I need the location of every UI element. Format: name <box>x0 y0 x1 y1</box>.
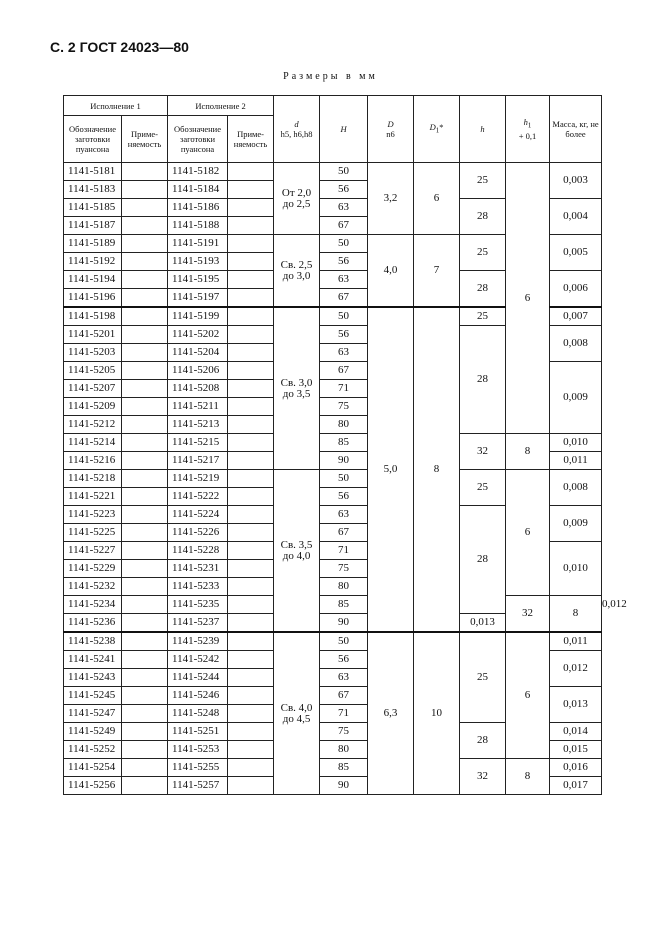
applicability-2-cell <box>228 253 274 271</box>
applicability-2-cell <box>228 380 274 398</box>
applicability-1-cell <box>122 289 168 308</box>
H-cell: 63 <box>320 271 368 289</box>
designation-header-2: Обозначение заготовки пуансона <box>168 116 228 163</box>
d-range-to: до 2,5 <box>282 197 311 210</box>
designation-1-cell: 1141-5212 <box>64 416 122 434</box>
applicability-1-cell <box>122 253 168 271</box>
h-cell: 28 <box>460 271 506 308</box>
d-range-from: Св. 3,0 <box>280 376 313 389</box>
applicability-header-2: Приме- няемость <box>228 116 274 163</box>
applicability-1-cell <box>122 307 168 326</box>
H-cell: 56 <box>320 181 368 199</box>
designation-2-cell: 1141-5195 <box>168 271 228 289</box>
h-cell: 25 <box>460 235 506 271</box>
D1-cell: 10 <box>414 632 460 795</box>
H-cell: 63 <box>320 669 368 687</box>
D-cell: 6,3 <box>368 632 414 795</box>
applicability-2-cell <box>228 669 274 687</box>
applicability-1-cell <box>122 235 168 253</box>
designation-1-cell: 1141-5201 <box>64 326 122 344</box>
designation-1-cell: 1141-5196 <box>64 289 122 308</box>
mass-cell: 0,008 <box>550 470 602 506</box>
applicability-1-cell <box>122 596 168 614</box>
designation-2-cell: 1141-5204 <box>168 344 228 362</box>
designation-2-cell: 1141-5226 <box>168 524 228 542</box>
designation-2-cell: 1141-5222 <box>168 488 228 506</box>
designation-1-cell: 1141-5214 <box>64 434 122 452</box>
mass-cell: 0,013 <box>460 614 506 633</box>
d-range-to: до 4,0 <box>282 549 311 562</box>
designation-2-cell: 1141-5191 <box>168 235 228 253</box>
applicability-1-cell <box>122 181 168 199</box>
applicability-1-cell <box>122 163 168 181</box>
d-range-cell <box>274 235 320 308</box>
applicability-2-cell <box>228 307 274 326</box>
applicability-2-cell <box>228 434 274 452</box>
H-cell: 71 <box>320 705 368 723</box>
designation-1-cell: 1141-5216 <box>64 452 122 470</box>
execution-2-header: Исполнение 2 <box>168 96 274 116</box>
h-cell: 25 <box>460 632 506 723</box>
applicability-2-cell <box>228 542 274 560</box>
mass-cell: 0,004 <box>550 199 602 235</box>
applicability-2-cell <box>228 506 274 524</box>
H-cell: 85 <box>320 596 368 614</box>
mass-cell: 0,009 <box>550 362 602 434</box>
d-header: d h5, h6,h8 <box>274 96 320 163</box>
designation-1-cell: 1141-5227 <box>64 542 122 560</box>
designation-2-cell: 1141-5208 <box>168 380 228 398</box>
D-cell: 5,0 <box>368 307 414 632</box>
H-cell: 50 <box>320 163 368 181</box>
D-header: D n6 <box>368 96 414 163</box>
applicability-2-cell <box>228 199 274 217</box>
applicability-2-cell <box>228 362 274 380</box>
table-row <box>64 434 602 452</box>
designation-2-cell: 1141-5219 <box>168 470 228 488</box>
h-cell: 28 <box>460 326 506 434</box>
designation-2-cell: 1141-5202 <box>168 326 228 344</box>
applicability-1-cell <box>122 632 168 651</box>
H-cell: 50 <box>320 307 368 326</box>
H-cell: 71 <box>320 380 368 398</box>
mass-cell: 0,010 <box>550 434 602 452</box>
mass-cell: 0,006 <box>550 271 602 308</box>
H-cell: 90 <box>320 777 368 795</box>
applicability-1-cell <box>122 524 168 542</box>
applicability-2-cell <box>228 235 274 253</box>
H-cell: 63 <box>320 199 368 217</box>
designation-1-cell: 1141-5256 <box>64 777 122 795</box>
designation-2-cell: 1141-5255 <box>168 759 228 777</box>
applicability-1-cell <box>122 741 168 759</box>
H-cell: 56 <box>320 253 368 271</box>
designation-2-cell: 1141-5197 <box>168 289 228 308</box>
applicability-1-cell <box>122 723 168 741</box>
d-range-cell <box>274 307 320 470</box>
designation-2-cell: 1141-5188 <box>168 217 228 235</box>
mass-cell: 0,017 <box>550 777 602 795</box>
h-cell: 25 <box>460 307 506 326</box>
designation-1-cell: 1141-5198 <box>64 307 122 326</box>
applicability-1-cell <box>122 452 168 470</box>
designation-1-cell: 1141-5185 <box>64 199 122 217</box>
designation-1-cell: 1141-5229 <box>64 560 122 578</box>
applicability-2-cell <box>228 470 274 488</box>
designation-1-cell: 1141-5243 <box>64 669 122 687</box>
applicability-1-cell <box>122 362 168 380</box>
applicability-2-cell <box>228 344 274 362</box>
mass-cell: 0,010 <box>550 542 602 596</box>
applicability-header-1: Приме- няемость <box>122 116 168 163</box>
designation-1-cell: 1141-5194 <box>64 271 122 289</box>
d-range-from: Св. 3,5 <box>280 538 313 551</box>
designation-1-cell: 1141-5205 <box>64 362 122 380</box>
designation-2-cell: 1141-5228 <box>168 542 228 560</box>
designation-1-cell: 1141-5218 <box>64 470 122 488</box>
h-cell: 25 <box>460 470 506 506</box>
d-range-from: От 2,0 <box>281 186 312 199</box>
d-range-cell <box>274 163 320 235</box>
H-cell: 67 <box>320 362 368 380</box>
h-cell: 28 <box>460 506 506 614</box>
mass-cell: 0,014 <box>550 723 602 741</box>
h-cell: 28 <box>460 723 506 759</box>
H-cell: 75 <box>320 398 368 416</box>
table-row <box>64 470 602 488</box>
designation-2-cell: 1141-5217 <box>168 452 228 470</box>
H-cell: 85 <box>320 759 368 777</box>
applicability-1-cell <box>122 380 168 398</box>
D1-cell: 8 <box>414 307 460 632</box>
H-cell: 75 <box>320 560 368 578</box>
applicability-2-cell <box>228 271 274 289</box>
applicability-1-cell <box>122 398 168 416</box>
applicability-2-cell <box>228 578 274 596</box>
designation-1-cell: 1141-5203 <box>64 344 122 362</box>
H-cell: 50 <box>320 632 368 651</box>
designation-1-cell: 1141-5232 <box>64 578 122 596</box>
table-body <box>64 163 627 795</box>
designation-1-cell: 1141-5189 <box>64 235 122 253</box>
applicability-1-cell <box>122 488 168 506</box>
designation-2-cell: 1141-5235 <box>168 596 228 614</box>
designation-2-cell: 1141-5211 <box>168 398 228 416</box>
mass-cell: 0,007 <box>550 307 602 326</box>
designation-2-cell: 1141-5239 <box>168 632 228 651</box>
execution-1-header: Исполнение 1 <box>64 96 168 116</box>
applicability-2-cell <box>228 398 274 416</box>
D1-cell: 7 <box>414 235 460 308</box>
applicability-1-cell <box>122 560 168 578</box>
applicability-2-cell <box>228 723 274 741</box>
H-header: H <box>320 96 368 163</box>
h-header: h <box>460 96 506 163</box>
designation-1-cell: 1141-5223 <box>64 506 122 524</box>
d-range-to: до 4,5 <box>282 712 311 725</box>
mass-cell: 0,016 <box>550 759 602 777</box>
designation-1-cell: 1141-5181 <box>64 163 122 181</box>
H-cell: 67 <box>320 524 368 542</box>
designation-header-1: Обозначение заготовки пуансона <box>64 116 122 163</box>
designation-2-cell: 1141-5182 <box>168 163 228 181</box>
designation-2-cell: 1141-5213 <box>168 416 228 434</box>
H-cell: 80 <box>320 578 368 596</box>
D-cell: 3,2 <box>368 163 414 235</box>
designation-2-cell: 1141-5257 <box>168 777 228 795</box>
h1-cell: 6 <box>506 470 550 596</box>
mass-cell: 0,011 <box>550 632 602 651</box>
H-cell: 67 <box>320 687 368 705</box>
D1-cell: 6 <box>414 163 460 235</box>
applicability-2-cell <box>228 614 274 633</box>
d-range-cell <box>274 632 320 795</box>
designation-2-cell: 1141-5244 <box>168 669 228 687</box>
designation-2-cell: 1141-5199 <box>168 307 228 326</box>
applicability-1-cell <box>122 326 168 344</box>
h1-cell: 8 <box>550 596 602 633</box>
applicability-2-cell <box>228 560 274 578</box>
H-cell: 80 <box>320 741 368 759</box>
d-range-to: до 3,5 <box>282 387 311 400</box>
h-cell: 25 <box>460 163 506 199</box>
designation-1-cell: 1141-5252 <box>64 741 122 759</box>
applicability-1-cell <box>122 614 168 633</box>
applicability-2-cell <box>228 596 274 614</box>
h1-cell: 8 <box>506 434 550 470</box>
applicability-2-cell <box>228 759 274 777</box>
applicability-1-cell <box>122 759 168 777</box>
table-row <box>64 163 602 181</box>
applicability-2-cell <box>228 705 274 723</box>
applicability-2-cell <box>228 777 274 795</box>
applicability-1-cell <box>122 217 168 235</box>
D-cell: 4,0 <box>368 235 414 308</box>
mass-cell: 0,009 <box>550 506 602 542</box>
designation-2-cell: 1141-5237 <box>168 614 228 633</box>
H-cell: 71 <box>320 542 368 560</box>
H-cell: 90 <box>320 452 368 470</box>
designation-1-cell: 1141-5241 <box>64 651 122 669</box>
mass-cell: 0,013 <box>550 687 602 723</box>
applicability-2-cell <box>228 416 274 434</box>
H-cell: 50 <box>320 235 368 253</box>
h-cell: 28 <box>460 199 506 235</box>
applicability-1-cell <box>122 271 168 289</box>
designation-1-cell: 1141-5192 <box>64 253 122 271</box>
applicability-1-cell <box>122 344 168 362</box>
table-row <box>64 759 602 777</box>
H-cell: 67 <box>320 289 368 308</box>
mass-cell: 0,012 <box>550 651 602 687</box>
designation-2-cell: 1141-5242 <box>168 651 228 669</box>
H-cell: 56 <box>320 651 368 669</box>
designation-1-cell: 1141-5207 <box>64 380 122 398</box>
applicability-1-cell <box>122 542 168 560</box>
applicability-2-cell <box>228 452 274 470</box>
applicability-2-cell <box>228 217 274 235</box>
d-range-cell <box>274 470 320 633</box>
designation-2-cell: 1141-5253 <box>168 741 228 759</box>
mass-cell: 0,015 <box>550 741 602 759</box>
designation-1-cell: 1141-5225 <box>64 524 122 542</box>
h1-header: $h_1$ + 0,1 <box>506 96 550 163</box>
H-cell: 50 <box>320 470 368 488</box>
applicability-2-cell <box>228 632 274 651</box>
D1-header: $D_1*$ <box>414 96 460 163</box>
mass-cell: 0,003 <box>550 163 602 199</box>
h1-cell: 6 <box>506 163 550 434</box>
h-cell: 32 <box>506 596 550 633</box>
applicability-1-cell <box>122 687 168 705</box>
designation-2-cell: 1141-5224 <box>168 506 228 524</box>
designation-2-cell: 1141-5193 <box>168 253 228 271</box>
applicability-1-cell <box>122 470 168 488</box>
designation-1-cell: 1141-5183 <box>64 181 122 199</box>
applicability-2-cell <box>228 326 274 344</box>
applicability-1-cell <box>122 651 168 669</box>
H-cell: 56 <box>320 488 368 506</box>
mass-cell: 0,011 <box>550 452 602 470</box>
applicability-1-cell <box>122 777 168 795</box>
H-cell: 67 <box>320 217 368 235</box>
applicability-2-cell <box>228 524 274 542</box>
mass-header: Масса, кг, не более <box>550 96 602 163</box>
designation-2-cell: 1141-5233 <box>168 578 228 596</box>
H-cell: 63 <box>320 344 368 362</box>
d-range-to: до 3,0 <box>282 269 311 282</box>
designation-1-cell: 1141-5247 <box>64 705 122 723</box>
mass-cell: 0,005 <box>550 235 602 271</box>
h-cell: 32 <box>460 759 506 795</box>
designation-1-cell: 1141-5187 <box>64 217 122 235</box>
table-row <box>64 632 602 651</box>
dimensions-table <box>63 95 627 795</box>
applicability-1-cell <box>122 434 168 452</box>
designation-2-cell: 1141-5246 <box>168 687 228 705</box>
applicability-1-cell <box>122 199 168 217</box>
applicability-2-cell <box>228 488 274 506</box>
applicability-2-cell <box>228 163 274 181</box>
table-caption: Размеры в мм <box>283 71 378 82</box>
mass-cell: 0,008 <box>550 326 602 362</box>
d-range-from: Св. 4,0 <box>280 701 313 714</box>
designation-1-cell: 1141-5254 <box>64 759 122 777</box>
designation-2-cell: 1141-5186 <box>168 199 228 217</box>
applicability-2-cell <box>228 181 274 199</box>
designation-1-cell: 1141-5245 <box>64 687 122 705</box>
H-cell: 90 <box>320 614 368 633</box>
h1-cell: 6 <box>506 632 550 759</box>
designation-1-cell: 1141-5249 <box>64 723 122 741</box>
designation-1-cell: 1141-5234 <box>64 596 122 614</box>
d-range-from: Св. 2,5 <box>280 258 313 271</box>
page-header: С. 2 ГОСТ 24023—80 <box>50 39 189 55</box>
designation-2-cell: 1141-5248 <box>168 705 228 723</box>
h-cell: 32 <box>460 434 506 470</box>
applicability-1-cell <box>122 578 168 596</box>
H-cell: 85 <box>320 434 368 452</box>
applicability-2-cell <box>228 651 274 669</box>
H-cell: 63 <box>320 506 368 524</box>
applicability-1-cell <box>122 705 168 723</box>
applicability-1-cell <box>122 416 168 434</box>
applicability-2-cell <box>228 289 274 308</box>
designation-2-cell: 1141-5184 <box>168 181 228 199</box>
designation-2-cell: 1141-5215 <box>168 434 228 452</box>
applicability-2-cell <box>228 741 274 759</box>
designation-1-cell: 1141-5236 <box>64 614 122 633</box>
designation-2-cell: 1141-5231 <box>168 560 228 578</box>
applicability-1-cell <box>122 669 168 687</box>
designation-2-cell: 1141-5206 <box>168 362 228 380</box>
h1-cell: 8 <box>506 759 550 795</box>
designation-2-cell: 1141-5251 <box>168 723 228 741</box>
designation-1-cell: 1141-5221 <box>64 488 122 506</box>
applicability-1-cell <box>122 506 168 524</box>
table-row: 1141-5234 1141-5235 85 32 8 0,012 <box>64 596 602 614</box>
designation-1-cell: 1141-5238 <box>64 632 122 651</box>
H-cell: 56 <box>320 326 368 344</box>
H-cell: 80 <box>320 416 368 434</box>
applicability-2-cell <box>228 687 274 705</box>
H-cell: 75 <box>320 723 368 741</box>
designation-1-cell: 1141-5209 <box>64 398 122 416</box>
